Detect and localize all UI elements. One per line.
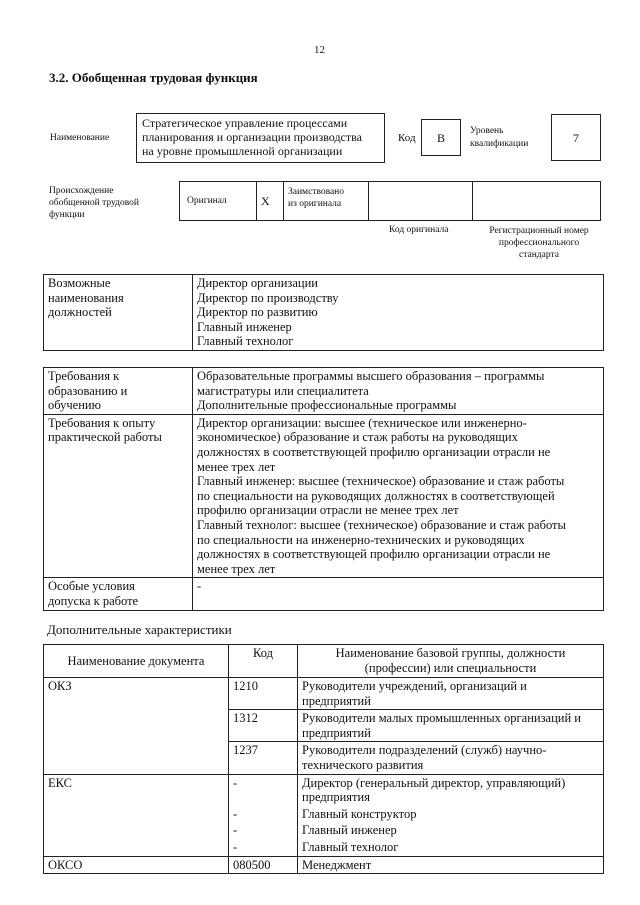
doc-cell [44,806,229,823]
divider [368,182,369,220]
name-cell: Руководители учреждений, организаций и предприятий [298,678,604,710]
section-title: 3.2. Обобщенная трудовая функция [49,70,258,85]
level-label: Уровень квалификации [470,126,529,149]
experience-label: Требования к опыту практической работы [44,414,193,578]
positions-table [43,274,604,351]
origin-label: Происхождение обобщенной трудовой функции [49,186,139,220]
level-value: 7 [573,131,579,145]
doc-cell [44,839,229,856]
divider [472,182,473,220]
table-row [44,839,604,856]
doc-cell [44,710,229,742]
name-cell: Менеджмент [298,856,604,874]
table-row [44,678,604,710]
education-label: Требования к образованию и обучению [44,368,193,415]
name-cell: Руководители малых промышленных организаций и предприятий [298,710,604,742]
code-cell: 080500 [229,856,298,874]
name-cell: Главный конструктор [298,806,604,823]
header-name: Наименование базовой группы, должности (профессии) или специальности [298,645,604,678]
additional-title: Дополнительные характеристики [47,622,232,637]
level-box [551,114,601,161]
table-row [44,275,604,351]
experience-value: Директор организации: высшее (техническое или инженерно- экономическое) образование и стаж работы на руководящих должностях в соответствующей профилю организации отрасли не менее трех лет Главный инженер: высшее (техническое) образование и стаж работы по специальности на руководящих должностях в соответствующей профилю организации отрасли не менее трех лет Главный технолог: высшее (техническое) образование и стаж работы по специальности на инженерно-технических и руководящих должностях в соответствующей профилю организации отрасли не менее трех лет [193,414,604,578]
header-code: Код [229,645,298,678]
education-value: Образовательные программы высшего образования – программы магистратуры или специалитета Дополнительные профессиональные программы [193,368,604,415]
code-cell: - [229,839,298,856]
code-cell: - [229,822,298,839]
table-row [44,856,604,874]
name-cell: Руководители подразделений (служб) научно- технического развития [298,742,604,774]
name-cell: Главный инженер [298,822,604,839]
additional-table [43,644,604,874]
code-label: Код [398,132,416,144]
code-cell: 1237 [229,742,298,774]
code-cell: - [229,806,298,823]
reg-number-caption: Регистрационный номер профессионального стандарта [489,226,589,260]
name-cell: Главный технолог [298,839,604,856]
header-doc: Наименование документа [44,645,229,678]
requirements-table [43,367,604,611]
table-row [44,368,604,415]
borrowed-label: Заимствовано из оригинала [288,187,345,209]
special-conditions-label: Особые условия допуска к работе [44,578,193,610]
name-label: Наименование [50,133,110,143]
special-conditions-value: - [193,578,604,610]
code-value: B [436,131,445,145]
name-box [136,113,385,163]
divider [283,182,284,220]
table-row [44,578,604,610]
code-cell: 1312 [229,710,298,742]
doc-cell: ЕКС [44,774,229,806]
table-header-row [44,645,604,678]
code-original-caption: Код оригинала [389,225,449,235]
table-row [44,822,604,839]
origin-row [179,181,601,221]
positions-values: Директор организации Директор по производству Директор по развитию Главный инженер Главный технолог [193,275,604,351]
code-box [421,119,461,156]
code-cell: - [229,774,298,806]
doc-cell: ОКСО [44,856,229,874]
name-value: Стратегическое управление процессами планирования и организации производства на уровне промышленной организации [142,116,362,158]
original-label: Оригинал [187,196,227,206]
doc-cell [44,822,229,839]
table-row [44,710,604,742]
divider [256,182,257,220]
page-number: 12 [314,44,325,56]
original-mark: X [261,194,270,208]
doc-cell [44,742,229,774]
table-row [44,742,604,774]
code-cell: 1210 [229,678,298,710]
positions-label: Возможные наименования должностей [44,275,193,351]
table-row [44,806,604,823]
name-cell: Директор (генеральный директор, управляющий) предприятия [298,774,604,806]
table-row [44,774,604,806]
table-row [44,414,604,578]
doc-cell: ОКЗ [44,678,229,710]
